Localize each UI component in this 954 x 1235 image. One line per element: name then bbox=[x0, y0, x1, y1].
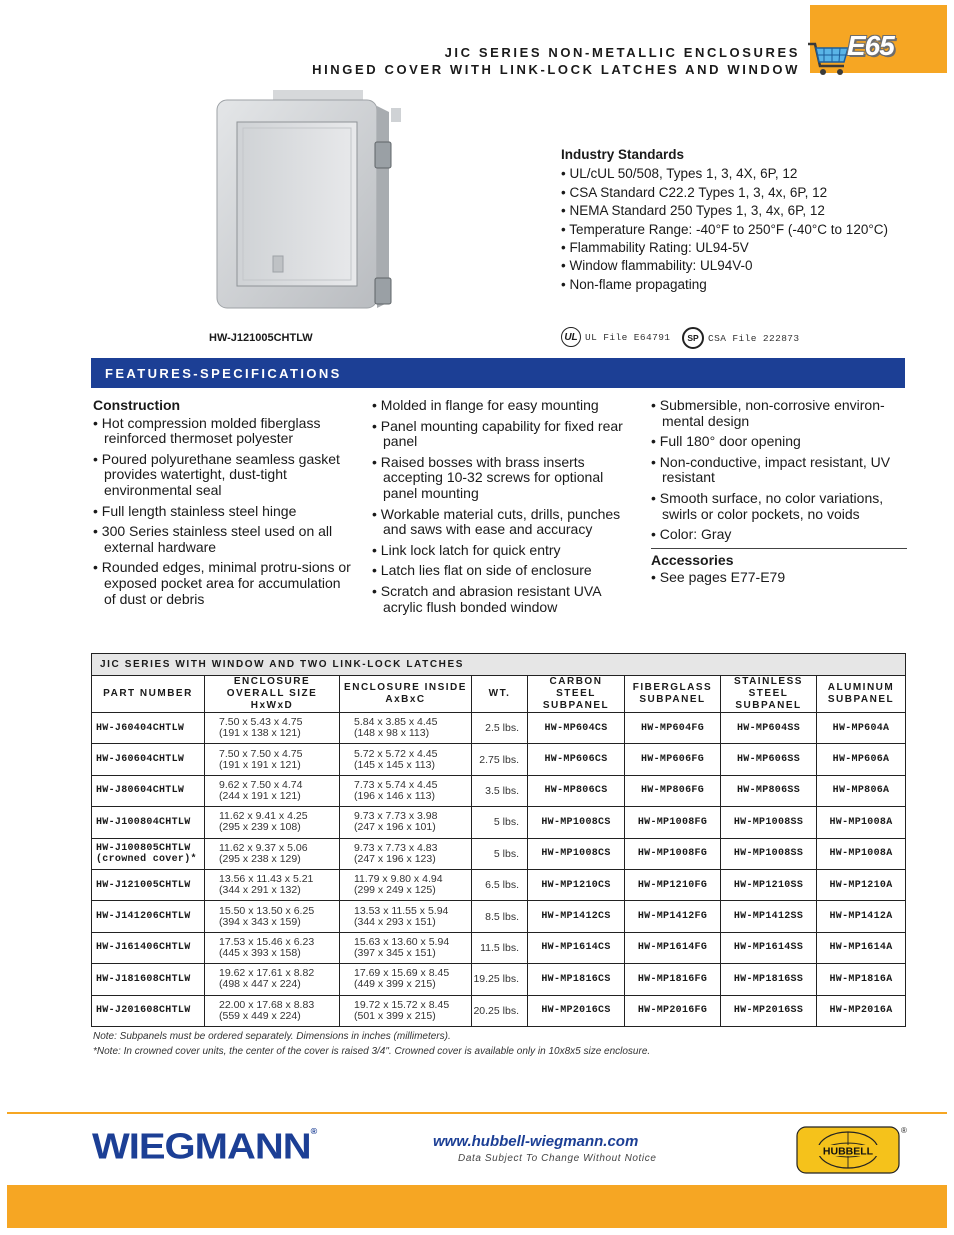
carbon-steel-subpanel-cell: HW-MP1210CS bbox=[528, 869, 625, 900]
standards-item: • Flammability Rating: UL94-5V bbox=[561, 240, 749, 256]
overall-size-cell bbox=[205, 838, 340, 869]
column-header: PART NUMBER bbox=[92, 676, 205, 713]
weight-cell: 3.5 lbs. bbox=[472, 775, 528, 806]
footer-divider bbox=[7, 1112, 947, 1114]
inside-size-cell bbox=[340, 838, 472, 869]
fiberglass-subpanel-cell: HW-MP604FG bbox=[625, 713, 721, 744]
part-number: HW-J181608CHTLW bbox=[96, 973, 191, 985]
page-title bbox=[312, 44, 800, 78]
inside-size-in: 11.79 x 9.80 x 4.94 bbox=[354, 873, 443, 886]
aluminum-subpanel-cell: HW-MP2016A bbox=[817, 995, 906, 1026]
standards-item: • Non-flame propagating bbox=[561, 276, 707, 292]
column-header: FIBERGLASS SUBPANEL bbox=[625, 676, 721, 713]
stainless-steel-subpanel-cell: HW-MP1614SS bbox=[721, 932, 817, 963]
table-notes bbox=[93, 1030, 650, 1059]
aluminum-subpanel-cell: HW-MP806A bbox=[817, 775, 906, 806]
aluminum-subpanel-cell: HW-MP1008A bbox=[817, 807, 906, 838]
aluminum-subpanel-cell: HW-MP1816A bbox=[817, 964, 906, 995]
overall-size-cell bbox=[205, 869, 340, 900]
disclaimer-text: Data Subject To Change Without Notice bbox=[458, 1153, 657, 1164]
stainless-steel-subpanel-cell: HW-MP604SS bbox=[721, 713, 817, 744]
aluminum-subpanel-cell: HW-MP604A bbox=[817, 713, 906, 744]
overall-size-in: 11.62 x 9.37 x 5.06 bbox=[219, 841, 308, 854]
part-number: HW-J141206CHTLW bbox=[96, 911, 191, 923]
feature-item: • Rounded edges, minimal protru-sions or exposed pocket area for accumulation of dust or debris bbox=[93, 559, 351, 607]
part-number: HW-J201608CHTLW bbox=[96, 1005, 191, 1017]
ul-file-text: UL File E64791 bbox=[585, 331, 671, 343]
title-line-1: JIC SERIES NON-METALLIC ENCLOSURES bbox=[444, 45, 800, 60]
table-row bbox=[92, 869, 906, 900]
standards-item: • Temperature Range: -40°F to 250°F (-40°C to 120°C) bbox=[561, 221, 888, 237]
overall-size-cell bbox=[205, 995, 340, 1026]
part-number-cell bbox=[92, 744, 205, 775]
overall-size-in: 17.53 x 15.46 x 6.23 bbox=[219, 935, 315, 948]
inside-size-mm: (397 x 345 x 151) bbox=[354, 946, 436, 959]
carbon-steel-subpanel-cell: HW-MP2016CS bbox=[528, 995, 625, 1026]
part-number: HW-J80604CHTLW bbox=[96, 785, 185, 797]
part-note: (crowned cover)* bbox=[96, 853, 197, 865]
features-bar-title: FEATURES-SPECIFICATIONS bbox=[105, 365, 342, 381]
table-caption: JIC SERIES WITH WINDOW AND TWO LINK-LOCK LATCHES bbox=[92, 654, 906, 676]
weight-cell: 2.75 lbs. bbox=[472, 744, 528, 775]
stainless-steel-subpanel-cell: HW-MP2016SS bbox=[721, 995, 817, 1026]
fiberglass-subpanel-cell: HW-MP1614FG bbox=[625, 932, 721, 963]
features-column-2 bbox=[372, 398, 634, 620]
fiberglass-subpanel-cell: HW-MP1008FG bbox=[625, 807, 721, 838]
inside-size-in: 7.73 x 5.74 x 4.45 bbox=[354, 778, 438, 791]
overall-size-in: 7.50 x 5.43 x 4.75 bbox=[219, 716, 303, 729]
inside-size-mm: (196 x 146 x 113) bbox=[354, 789, 435, 802]
ul-certification bbox=[561, 327, 670, 347]
inside-size-mm: (247 x 196 x 123) bbox=[354, 852, 436, 865]
weight-cell: 5 lbs. bbox=[472, 838, 528, 869]
fiberglass-subpanel-cell: HW-MP606FG bbox=[625, 744, 721, 775]
overall-size-mm: (498 x 447 x 224) bbox=[219, 978, 301, 991]
inside-size-in: 13.53 x 11.55 x 5.94 bbox=[354, 904, 449, 917]
stainless-steel-subpanel-cell: HW-MP1008SS bbox=[721, 838, 817, 869]
overall-size-mm: (344 x 291 x 132) bbox=[219, 884, 301, 897]
inside-size-mm: (247 x 196 x 101) bbox=[354, 821, 436, 834]
inside-size-mm: (145 x 145 x 113) bbox=[354, 758, 435, 771]
feature-item: • Smooth surface, no color variations, swirls or color pockets, no voids bbox=[651, 489, 884, 522]
overall-size-in: 13.56 x 11.43 x 5.21 bbox=[219, 873, 314, 886]
carbon-steel-subpanel-cell: HW-MP1614CS bbox=[528, 932, 625, 963]
overall-size-in: 19.62 x 17.61 x 8.82 bbox=[219, 967, 315, 980]
inside-size-mm: (299 x 249 x 125) bbox=[354, 884, 436, 897]
overall-size-cell bbox=[205, 807, 340, 838]
carbon-steel-subpanel-cell: HW-MP806CS bbox=[528, 775, 625, 806]
table-row bbox=[92, 901, 906, 932]
overall-size-cell bbox=[205, 744, 340, 775]
part-number: HW-J60604CHTLW bbox=[96, 754, 185, 766]
column-header: ALUMINUM SUBPANEL bbox=[817, 676, 906, 713]
feature-item: • Color: Gray bbox=[651, 526, 732, 543]
table-row bbox=[92, 964, 906, 995]
footer-band bbox=[7, 1185, 947, 1228]
aluminum-subpanel-cell: HW-MP1614A bbox=[817, 932, 906, 963]
features-column-1 bbox=[93, 398, 351, 612]
table-row bbox=[92, 838, 906, 869]
inside-size-cell bbox=[340, 932, 472, 963]
aluminum-subpanel-cell: HW-MP1210A bbox=[817, 869, 906, 900]
csa-file-text: CSA File 222873 bbox=[708, 332, 800, 344]
wiegmann-logo-text: WIEGMANN bbox=[92, 1127, 311, 1167]
inside-size-mm: (501 x 399 x 215) bbox=[354, 1009, 436, 1022]
overall-size-mm: (191 x 138 x 121) bbox=[219, 727, 301, 740]
part-number-cell bbox=[92, 775, 205, 806]
weight-cell: 20.25 lbs. bbox=[472, 995, 528, 1026]
part-number-cell bbox=[92, 869, 205, 900]
weight-cell: 6.5 lbs. bbox=[472, 869, 528, 900]
standards-item: • Window flammability: UL94V-0 bbox=[561, 258, 753, 274]
inside-size-cell bbox=[340, 995, 472, 1026]
fiberglass-subpanel-cell: HW-MP1816FG bbox=[625, 964, 721, 995]
overall-size-in: 9.62 x 7.50 x 4.74 bbox=[219, 778, 303, 791]
feature-item: • Raised bosses with brass inserts accepting 10-32 screws for optional panel mounting bbox=[372, 453, 604, 501]
inside-size-cell bbox=[340, 775, 472, 806]
overall-size-cell bbox=[205, 932, 340, 963]
inside-size-in: 9.73 x 7.73 x 3.98 bbox=[354, 810, 438, 823]
fiberglass-subpanel-cell: HW-MP806FG bbox=[625, 775, 721, 806]
inside-size-cell bbox=[340, 744, 472, 775]
product-caption: HW-J121005CHTLW bbox=[209, 332, 313, 344]
table-row bbox=[92, 744, 906, 775]
weight-cell: 5 lbs. bbox=[472, 807, 528, 838]
website-link[interactable]: www.hubbell-wiegmann.com bbox=[433, 1133, 639, 1150]
spec-table bbox=[91, 653, 906, 1027]
stainless-steel-subpanel-cell: HW-MP1816SS bbox=[721, 964, 817, 995]
column-header: ENCLOSURE OVERALL SIZE HxWxD bbox=[205, 676, 340, 713]
feature-item: • Panel mounting capability for fixed rear panel bbox=[372, 417, 623, 450]
carbon-steel-subpanel-cell: HW-MP604CS bbox=[528, 713, 625, 744]
fiberglass-subpanel-cell: HW-MP1210FG bbox=[625, 869, 721, 900]
feature-item: • Workable material cuts, drills, punches and saws with ease and accuracy bbox=[372, 505, 621, 538]
standards-item: • CSA Standard C22.2 Types 1, 3, 4x, 6P, 12 bbox=[561, 184, 828, 200]
fiberglass-subpanel-cell: HW-MP1412FG bbox=[625, 901, 721, 932]
construction-heading: Construction bbox=[93, 397, 181, 413]
feature-item: • Full 180° door opening bbox=[651, 433, 801, 450]
overall-size-cell bbox=[205, 713, 340, 744]
part-number-cell bbox=[92, 838, 205, 869]
features-column-3 bbox=[651, 398, 907, 591]
overall-size-in: 15.50 x 13.50 x 6.25 bbox=[219, 904, 315, 917]
table-row bbox=[92, 995, 906, 1026]
features-specifications-bar bbox=[91, 358, 905, 388]
table-header-row bbox=[92, 676, 906, 713]
standards-heading: Industry Standards bbox=[561, 147, 685, 162]
feature-item: • Link lock latch for quick entry bbox=[372, 541, 561, 558]
column-header: CARBON STEEL SUBPANEL bbox=[528, 676, 625, 713]
inside-size-cell bbox=[340, 869, 472, 900]
feature-item: • 300 Series stainless steel used on all external hardware bbox=[93, 523, 333, 555]
part-number-cell bbox=[92, 964, 205, 995]
overall-size-mm: (394 x 343 x 159) bbox=[219, 915, 301, 928]
inside-size-cell bbox=[340, 964, 472, 995]
wiegmann-reg-mark: ® bbox=[310, 1127, 318, 1136]
inside-size-cell bbox=[340, 807, 472, 838]
accessories-divider bbox=[651, 548, 907, 549]
feature-item: • Molded in flange for easy mounting bbox=[372, 397, 599, 413]
feature-item: • Submersible, non-corrosive environ-mental design bbox=[651, 397, 885, 429]
overall-size-cell bbox=[205, 964, 340, 995]
stainless-steel-subpanel-cell: HW-MP1412SS bbox=[721, 901, 817, 932]
weight-cell: 8.5 lbs. bbox=[472, 901, 528, 932]
part-number: HW-J100805CHTLW bbox=[96, 842, 191, 854]
weight-cell: 19.25 lbs. bbox=[472, 964, 528, 995]
aluminum-subpanel-cell: HW-MP1008A bbox=[817, 838, 906, 869]
inside-size-in: 9.73 x 7.73 x 4.83 bbox=[354, 841, 438, 854]
inside-size-in: 15.63 x 13.60 x 5.94 bbox=[354, 935, 450, 948]
csa-mark-icon: SP bbox=[682, 327, 704, 349]
part-number-cell bbox=[92, 995, 205, 1026]
feature-item: • Non-conductive, impact resistant, UV resistant bbox=[651, 453, 891, 486]
accessory-item: • See pages E77-E79 bbox=[651, 569, 786, 586]
overall-size-mm: (244 x 191 x 121) bbox=[219, 789, 301, 802]
aluminum-subpanel-cell: HW-MP606A bbox=[817, 744, 906, 775]
carbon-steel-subpanel-cell: HW-MP1008CS bbox=[528, 838, 625, 869]
column-header: ENCLOSURE INSIDE AxBxC bbox=[340, 676, 472, 713]
inside-size-in: 5.84 x 3.85 x 4.45 bbox=[354, 716, 438, 729]
fiberglass-subpanel-cell: HW-MP1008FG bbox=[625, 838, 721, 869]
feature-item: • Scratch and abrasion resistant UVA acrylic flush bonded window bbox=[372, 582, 601, 615]
hubbell-reg-mark: ® bbox=[901, 1126, 907, 1135]
shopping-cart-icon bbox=[806, 38, 852, 78]
table-body bbox=[92, 713, 906, 1027]
hubbell-logo bbox=[796, 1126, 900, 1174]
part-number-cell bbox=[92, 807, 205, 838]
note-line: *Note: In crowned cover units, the center of the cover is raised 3/4". Crowned cover is available only in 10x8x5 size enclosure. bbox=[93, 1045, 651, 1057]
weight-cell: 2.5 lbs. bbox=[472, 713, 528, 744]
carbon-steel-subpanel-cell: HW-MP1008CS bbox=[528, 807, 625, 838]
stainless-steel-subpanel-cell: HW-MP606SS bbox=[721, 744, 817, 775]
inside-size-in: 19.72 x 15.72 x 8.45 bbox=[354, 998, 450, 1011]
carbon-steel-subpanel-cell: HW-MP1816CS bbox=[528, 964, 625, 995]
inside-size-mm: (449 x 399 x 215) bbox=[354, 978, 436, 991]
part-number: HW-J100804CHTLW bbox=[96, 816, 191, 828]
industry-standards bbox=[561, 146, 891, 294]
column-header: STAINLESS STEEL SUBPANEL bbox=[721, 676, 817, 713]
carbon-steel-subpanel-cell: HW-MP606CS bbox=[528, 744, 625, 775]
table-caption-row bbox=[92, 654, 906, 676]
part-number: HW-J60404CHTLW bbox=[96, 722, 185, 734]
feature-item: • Poured polyurethane seamless gasket provides watertight, dust-tight environmental seal bbox=[93, 450, 340, 498]
overall-size-mm: (295 x 238 x 129) bbox=[219, 852, 301, 865]
table-row bbox=[92, 932, 906, 963]
table-row bbox=[92, 807, 906, 838]
hubbell-logo-text: HUBBELL bbox=[822, 1145, 874, 1158]
accessories-heading: Accessories bbox=[651, 551, 734, 568]
ul-mark-icon: UL bbox=[561, 327, 581, 347]
page-code: E65 bbox=[847, 30, 894, 61]
feature-item: • Full length stainless steel hinge bbox=[93, 502, 297, 519]
title-line-2: HINGED COVER WITH LINK-LOCK LATCHES AND WINDOW bbox=[312, 62, 800, 77]
csa-certification bbox=[682, 327, 800, 349]
overall-size-mm: (559 x 449 x 224) bbox=[219, 1009, 301, 1022]
stainless-steel-subpanel-cell: HW-MP806SS bbox=[721, 775, 817, 806]
inside-size-cell bbox=[340, 901, 472, 932]
table-row bbox=[92, 713, 906, 744]
stainless-steel-subpanel-cell: HW-MP1210SS bbox=[721, 869, 817, 900]
part-number: HW-J161406CHTLW bbox=[96, 942, 191, 954]
aluminum-subpanel-cell: HW-MP1412A bbox=[817, 901, 906, 932]
overall-size-cell bbox=[205, 775, 340, 806]
fiberglass-subpanel-cell: HW-MP2016FG bbox=[625, 995, 721, 1026]
inside-size-mm: (344 x 293 x 151) bbox=[354, 915, 436, 928]
enclosure-product-photo bbox=[213, 88, 403, 324]
inside-size-cell bbox=[340, 713, 472, 744]
standards-item: • NEMA Standard 250 Types 1, 3, 4x, 6P, 12 bbox=[561, 203, 825, 219]
part-number: HW-J121005CHTLW bbox=[96, 879, 191, 891]
part-number-cell bbox=[92, 901, 205, 932]
overall-size-in: 11.62 x 9.41 x 4.25 bbox=[219, 810, 308, 823]
part-number-cell bbox=[92, 713, 205, 744]
overall-size-in: 22.00 x 17.68 x 8.83 bbox=[219, 998, 315, 1011]
feature-item: • Hot compression molded fiberglass reinforced thermoset polyester bbox=[93, 414, 321, 447]
inside-size-mm: (148 x 98 x 113) bbox=[354, 727, 430, 740]
table-row bbox=[92, 775, 906, 806]
standards-item: • UL/cUL 50/508, Types 1, 3, 4X, 6P, 12 bbox=[561, 166, 798, 182]
carbon-steel-subpanel-cell: HW-MP1412CS bbox=[528, 901, 625, 932]
overall-size-cell bbox=[205, 901, 340, 932]
column-header: WT. bbox=[472, 676, 528, 713]
inside-size-in: 17.69 x 15.69 x 8.45 bbox=[354, 967, 450, 980]
feature-item: • Latch lies flat on side of enclosure bbox=[372, 562, 592, 579]
overall-size-mm: (295 x 239 x 108) bbox=[219, 821, 301, 834]
overall-size-mm: (445 x 393 x 158) bbox=[219, 946, 301, 959]
overall-size-mm: (191 x 191 x 121) bbox=[219, 758, 301, 771]
weight-cell: 11.5 lbs. bbox=[472, 932, 528, 963]
stainless-steel-subpanel-cell: HW-MP1008SS bbox=[721, 807, 817, 838]
inside-size-in: 5.72 x 5.72 x 4.45 bbox=[354, 747, 438, 760]
note-line: Note: Subpanels must be ordered separately. Dimensions in inches (millimeters). bbox=[93, 1031, 451, 1042]
overall-size-in: 7.50 x 7.50 x 4.75 bbox=[219, 747, 303, 760]
part-number-cell bbox=[92, 932, 205, 963]
wiegmann-logo bbox=[92, 1127, 317, 1168]
